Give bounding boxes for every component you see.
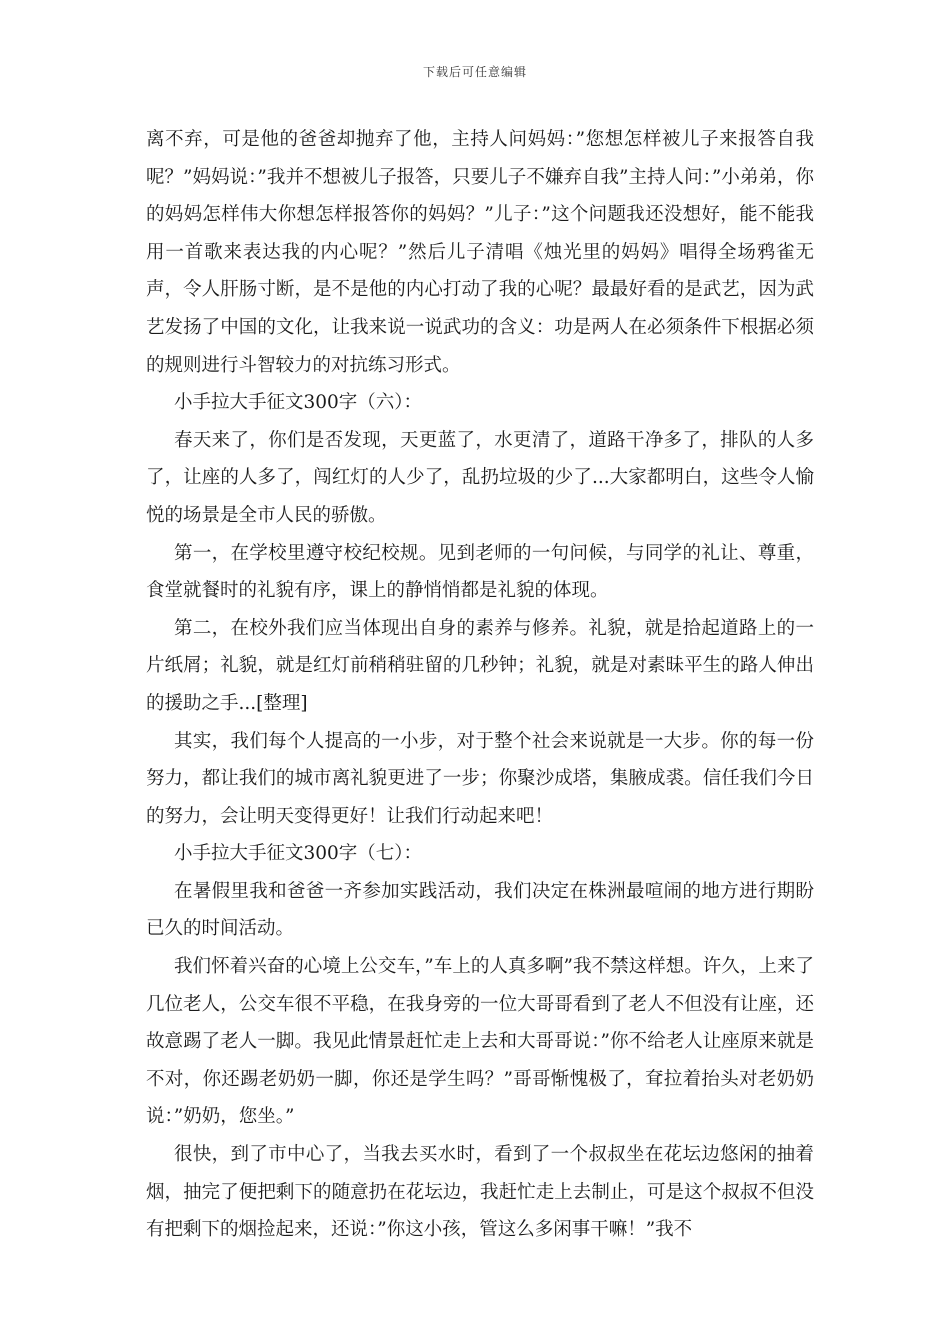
paragraph: 春天来了，你们是否发现，天更蓝了，水更清了，道路干净多了，排队的人多了，让座的人多了，闯红灯的人少了，乱扔垃圾的少了...大家都明白，这些令人愉悦的场景是全市人民的骄傲。 [146, 429, 814, 526]
paragraph: 第一，在学校里遵守校纪校规。见到老师的一句问候，与同学的礼让、尊重，食堂就餐时的礼貌有序，课上的静悄悄都是礼貌的体现。 [146, 542, 814, 602]
paragraph: 很快，到了市中心了，当我去买水时，看到了一个叔叔坐在花坛边悠闲的抽着烟，抽完了便把剩下的随意扔在花坛边，我赶忙走上去制止，可是这个叔叔不但没有把剩下的烟捡起来，还说：”你这小孩，管这么多闲事干嘛！”我不 [146, 1144, 814, 1241]
section-heading: 小手拉大手征文300字（七）： [174, 843, 423, 865]
paragraph: 在暑假里我和爸爸一齐参加实践活动，我们决定在株洲最喧闹的地方进行期盼已久的时间活动。 [146, 880, 814, 940]
page-header: 下载后可任意编辑 [422, 65, 527, 79]
paragraph: 第二，在校外我们应当体现出自身的素养与修养。礼貌，就是拾起道路上的一片纸屑；礼貌，就是红灯前稍稍驻留的几秒钟；礼貌，就是对素昧平生的路人伸出的援助之手...[整理] [146, 617, 814, 714]
paragraph: 离不弃，可是他的爸爸却抛弃了他，主持人问妈妈：”您想怎样被儿子来报答自我呢？”妈妈说：”我并不想被儿子报答，只要儿子不嫌弃自我”主持人问：”小弟弟，你的妈妈怎样伟大你想怎样报答你的妈妈？”儿子：”这个问题我还没想好，能不能我用一首歌来表达我的内心呢？”然后儿子清唱《烛光里的妈妈》唱得全场鸦雀无声，令人肝肠寸断，是不是他的内心打动了我的心呢？最最好看的是武艺，因为武艺发扬了中国的文化，让我来说一说武功的含义：功是两人在必须条件下根据必须的规则进行斗智较力的对抗练习形式。 [146, 129, 814, 376]
paragraph: 我们怀着兴奋的心境上公交车，”车上的人真多啊”我不禁这样想。许久，上来了几位老人，公交车很不平稳，在我身旁的一位大哥哥看到了老人不但没有让座，还故意踢了老人一脚。我见此情景赶忙走上去和大哥哥说：”你不给老人让座原来就是不对，你还踢老奶奶一脚，你还是学生吗？”哥哥惭愧极了，耷拉着抬头对老奶奶说：”奶奶，您坐。” [146, 956, 814, 1128]
paragraph: 其实，我们每个人提高的一小步，对于整个社会来说就是一大步。你的每一份努力，都让我们的城市离礼貌更进了一步；你聚沙成塔，集腋成裘。信任我们今日的努力，会让明天变得更好！让我们行动起来吧！ [146, 730, 814, 827]
document-body [146, 121, 814, 1249]
section-heading: 小手拉大手征文300字（六）： [174, 392, 423, 414]
